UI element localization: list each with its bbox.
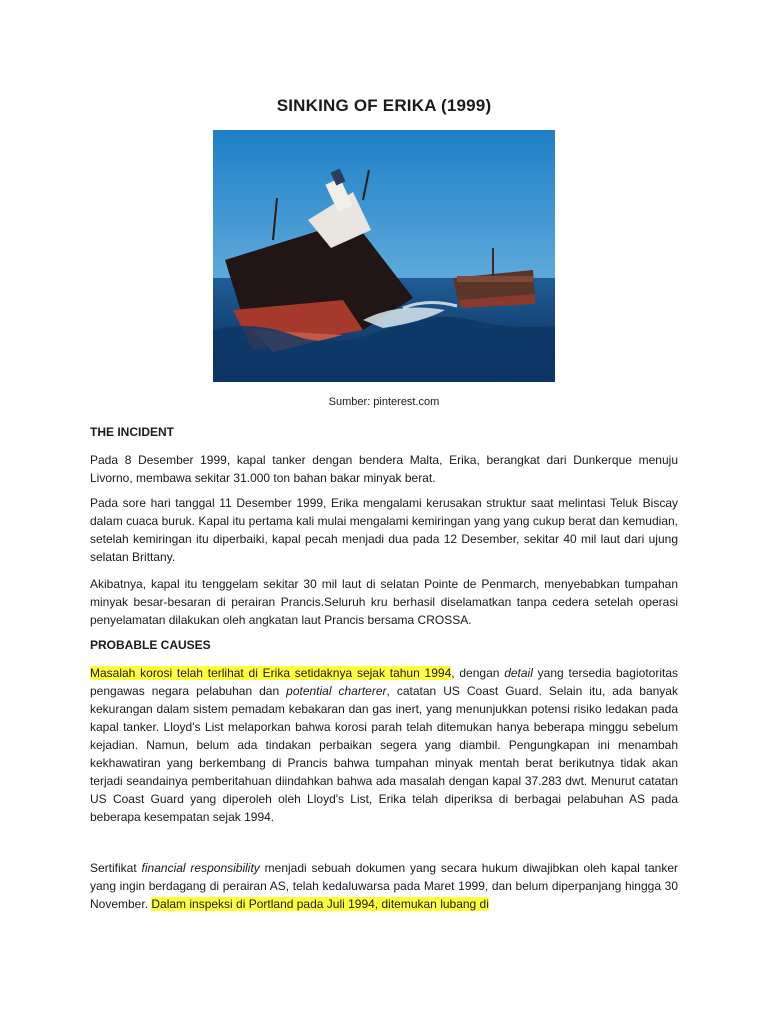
incident-paragraph-1: Pada 8 Desember 1999, kapal tanker dengan bendera Malta, Erika, berangkat dari Dunkerque menuju Livorno, membawa sekitar 31.000 ton bahan bakar minyak berat. <box>90 453 678 485</box>
causes-paragraph-1 <box>90 664 678 826</box>
highlighted-text: Masalah korosi telah terlihat di Erika setidaknya sejak tahun 1994 <box>90 666 452 680</box>
text-run: menjadi sebuah dokumen yang secara hukum diwajibkan oleh kapal tanker yang ingin berdagang di perairan AS, telah kedaluwarsa pada Maret 1999, dan belum diperpanjang hingga 30 November. <box>90 861 678 911</box>
italic-term: financial responsibility <box>141 861 260 875</box>
text-run: Sertifikat <box>90 861 142 875</box>
sinking-tanker-photo <box>213 130 555 382</box>
italic-term: detail <box>504 666 533 680</box>
section-heading-incident: THE INCIDENT <box>90 425 174 439</box>
incident-paragraph-3: Akibatnya, kapal itu tenggelam sekitar 30 mil laut di selatan Pointe de Penmarch, menyebabkan tumpahan minyak besar-besaran di perairan Prancis.Seluruh kru berhasil diselamatkan tanpa cedera setelah operasi penyelamatan dilakukan oleh angkatan laut Prancis bersama CROSSA. <box>90 577 678 627</box>
highlighted-text: Dalam inspeksi di Portland pada Juli 1994, ditemukan lubang di <box>151 897 489 911</box>
italic-term: potential charterer <box>286 684 387 698</box>
document-title: SINKING OF ERIKA (1999) <box>276 96 492 115</box>
text-run: yang tersedia bagiotoritas pengawas negara pelabuhan dan <box>90 666 678 698</box>
image-caption: Sumber: pinterest.com <box>328 396 440 408</box>
causes-paragraph-2 <box>90 859 678 913</box>
incident-paragraph-2: Pada sore hari tanggal 11 Desember 1999, Erika mengalami kerusakan struktur saat melintasi Teluk Biscay dalam cuaca buruk. Kapal itu pertama kali mulai mengalami kemiringan yang yang cukup berat dan kemudian, setelah kemiringan itu diperbaiki, kapal pecah menjadi dua pada 12 Desember, sekitar 40 mil laut dari ujung selatan Brittany. <box>90 496 678 564</box>
text-run: , dengan <box>451 666 505 680</box>
text-run: , catatan US Coast Guard. Selain itu, ada banyak kekurangan dalam sistem pemadam kebakaran dan gas inert, yang menunjukkan potensi risiko ledakan pada kapal tanker. Lloyd's List melaporkan bahwa korosi parah telah ditemukan hanya beberapa minggu sebelum kejadian. Namun, belum ada tindakan perbaikan segera yang diambil. Pengungkapan ini menambah kekhawatiran yang berkembang di Prancis bahwa tumpahan minyak mentah berat berikutnya tidak akan terjadi seandainya pemberitahuan diindahkan bahwa ada masalah dengan kapal 37.283 dwt. Menurut catatan US Coast Guard yang diperoleh oleh Lloyd's List, Erika telah diperiksa di berbagai pelabuhan AS pada beberapa kesempatan sejak 1994. <box>90 684 678 824</box>
section-heading-causes: PROBABLE CAUSES <box>90 638 211 652</box>
